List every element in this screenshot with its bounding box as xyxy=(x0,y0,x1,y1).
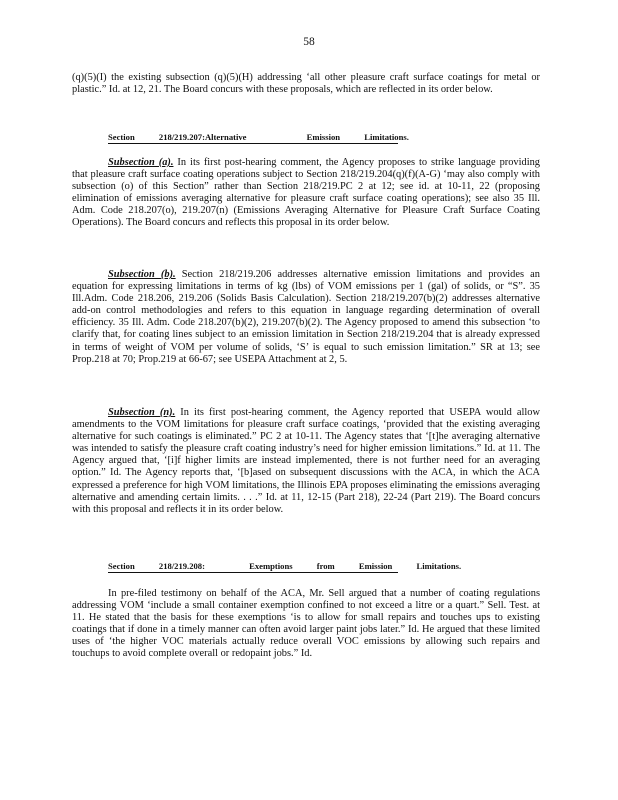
paragraph-text: In pre-filed testimony on behalf of the ACA, Mr. Sell argued that a number of coating regulations addressing VOM ‘include a small container exemption confined to not exceed a litre or a quart.” Sell. Test. at 11. He stated that the basis for these exemptions ‘is to allow for small repairs and touches ups to existing coatings that if done in a timely manner can often avoid larger paint jobs later.” Id. He argued that these limited uses of ‘the higher VOC materials actually reduce overall VOC emissions by allowing such repairs and touchups to avoid complete overall or redopaint jobs.” Id. xyxy=(72,588,540,660)
paragraph-subsection-a xyxy=(72,157,540,230)
heading-section-number: 218/219.207:Alternative xyxy=(158,132,247,142)
paragraph-text: In its first post-hearing comment, the Agency reported that USEPA would allow amendments to the VOM limitations for pleasure craft surface coatings, ‘provided that the existing averaging alternative for such coatings is eliminated.” PC 2 at 10-11. The Agency states that ‘[t]he averaging alternative was intended to satisfy the pleasure craft coating industry’s need for higher emission limitations.” Id. at 11. The Agency argued that, ‘[i]f higher limits are instead implemented, there is not further need for an averaging option.” Id. The Agency reports that, ‘[b]ased on subsequent discussions with the ACA, in which the ACA expressed a preference for high VOM limitations, the Illinois EPA proposes eliminating the emissions averaging alternative and amending certain limits. . . .” Id. at 11, 12-15 (Part 218), 22-24 (Part 219). The Board concurs with this proposal and reflects it in its order below. xyxy=(72,407,540,515)
subsection-label: Subsection (a). xyxy=(108,157,174,168)
paragraph-continuation xyxy=(72,72,540,96)
paragraph-exemptions xyxy=(72,588,540,661)
heading-section-number: 218/219.208: xyxy=(158,561,205,571)
page-number: 58 xyxy=(303,36,315,48)
heading-section-word: Section xyxy=(108,561,135,571)
section-heading-208 xyxy=(108,561,462,573)
paragraph-text: In its first post-hearing comment, the Agency proposes to strike language providing that pleasure craft surface coating operations subject to Section 218/219.204(q)(f)(A-G) ‘may also comply with subsection (o) of this Section” rather than Section 218/219.PC 2 at 12; see id. at 10-11, 22 (proposing elimination of emissions averaging alternative for pleasure craft surface coating operations); see also 35 Ill. Adm. Code 218.207(o), 219.207(n) (Emissions Averaging Alternative for Pleasure Craft Surface Coating Operations). The Board concurs and reflects this proposal in its order below. xyxy=(72,157,540,229)
section-heading-207 xyxy=(108,132,409,144)
paragraph-text: (q)(5)(I) the existing subsection (q)(5)(H) addressing ‘all other pleasure craft surface coatings for metal or plastic.” Id. at 12, 21. The Board concurs with these proposals, which are reflected in its order below. xyxy=(72,72,540,96)
paragraph-subsection-b xyxy=(72,269,540,366)
subsection-label: Subsection (n). xyxy=(108,407,176,418)
subsection-label: Subsection (b). xyxy=(108,269,176,280)
heading-word: Emission xyxy=(358,561,393,571)
heading-word: from xyxy=(316,561,335,571)
heading-word: Limitations. xyxy=(364,132,409,142)
paragraph-text: Section 218/219.206 addresses alternative emission limitations and provides an equation for expressing limitations in terms of kg (lbs) of VOM emissions per 1 (gal) of solids, or “S”. 35 Ill.Adm. Code 218.206, 219.206 (Solids Basis Calculation). Section 218/219.207(b)(2) addresses alternative add-on control methodologies and refers to this equation in language regarding determination of overall efficiency. 35 Ill. Adm. Code 218.207(b)(2), 219.207(b)(2). The Agency proposed to amend this subsection ‘to clarify that, for coating lines subject to an emission limitation in Section 218/219.204 that is already expressed in terms of weight of VOM per volume of solids, ‘S’ is equal to such emission limitation.” SR at 13; see Prop.218 at 70; Prop.219 at 66-67; see USEPA Attachment at 2, 5. xyxy=(72,269,540,365)
heading-word: Emission xyxy=(306,132,341,142)
heading-section-word: Section xyxy=(108,132,135,142)
heading-word: Limitations. xyxy=(416,561,462,571)
paragraph-subsection-n xyxy=(72,407,540,516)
heading-word: Exemptions xyxy=(249,561,293,571)
